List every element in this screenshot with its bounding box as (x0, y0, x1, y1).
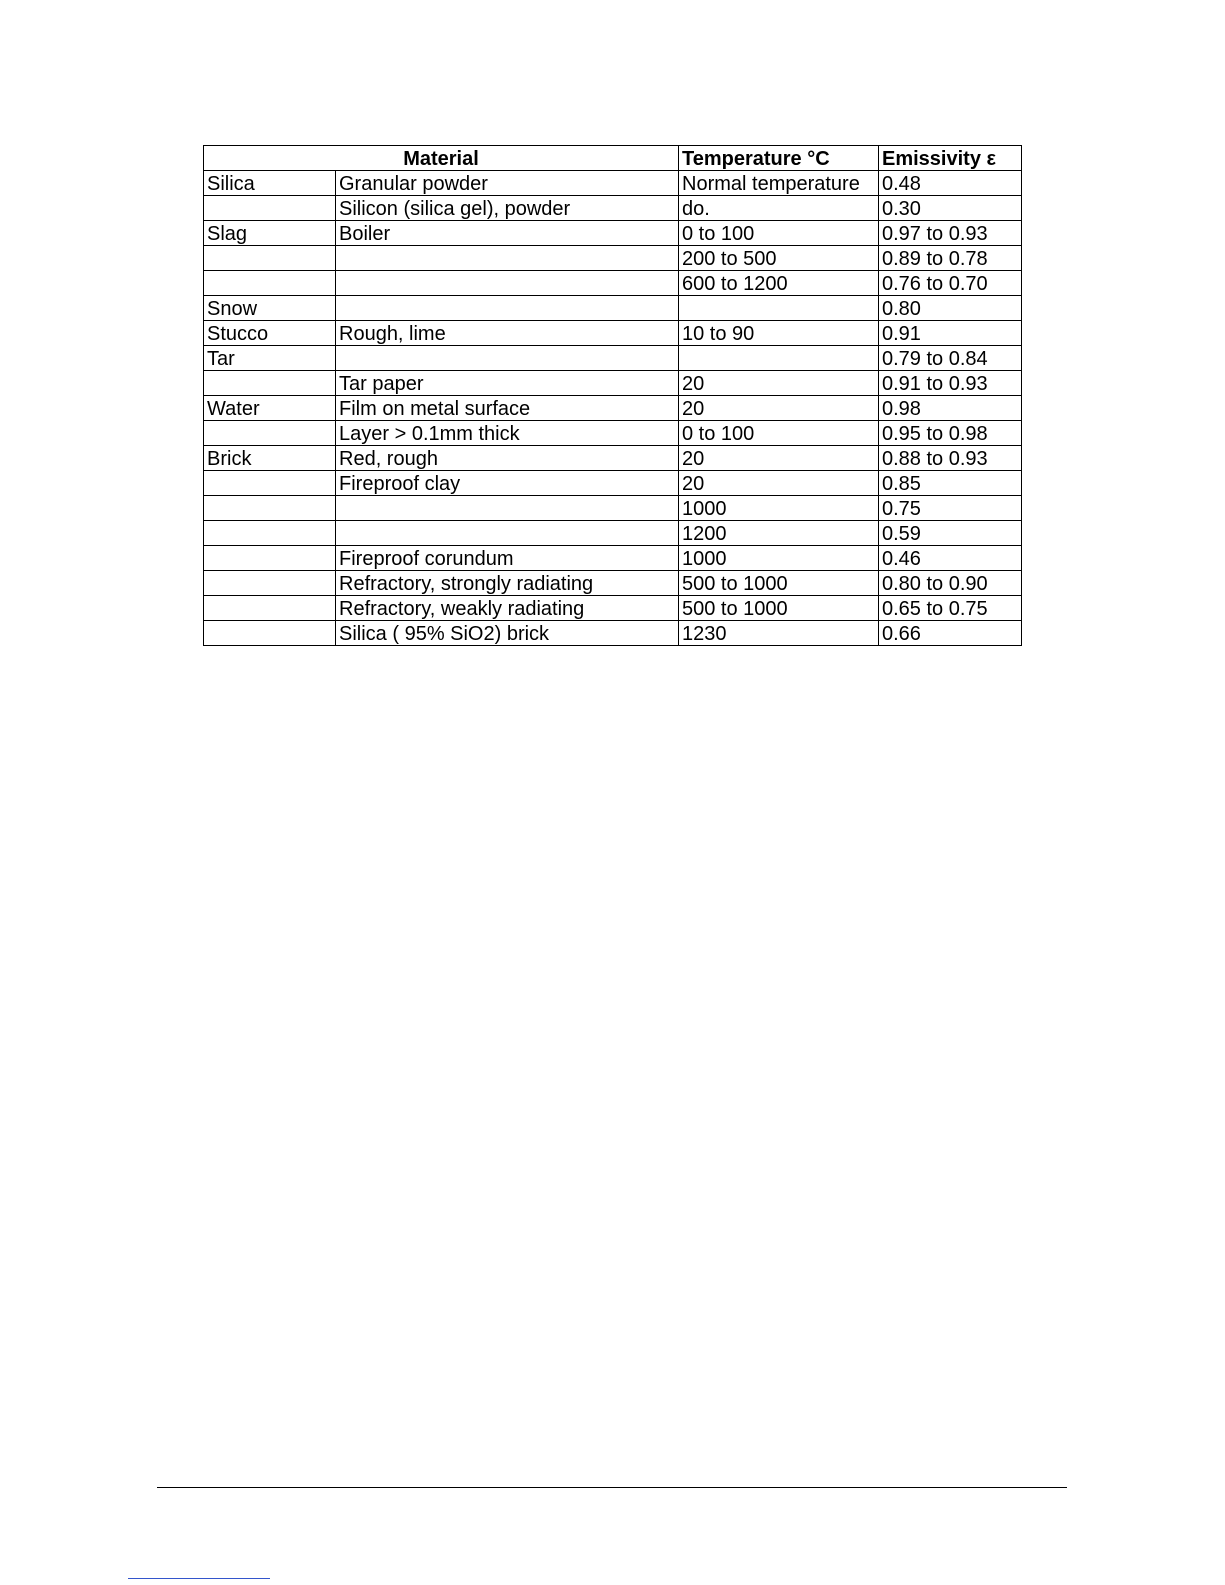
cell-emissivity: 0.66 (879, 621, 1022, 646)
footer-divider (157, 1487, 1067, 1488)
cell-material (204, 621, 336, 646)
table-row (204, 421, 1022, 446)
cell-emissivity: 0.88 to 0.93 (879, 446, 1022, 471)
cell-material (204, 246, 336, 271)
cell-description: Red, rough (336, 446, 679, 471)
table-body (204, 171, 1022, 646)
cell-description (336, 346, 679, 371)
cell-material: Tar (204, 346, 336, 371)
cell-material (204, 196, 336, 221)
cell-temperature: 20 (679, 446, 879, 471)
cell-temperature: 20 (679, 396, 879, 421)
cell-material: Slag (204, 221, 336, 246)
cell-temperature: 10 to 90 (679, 321, 879, 346)
cell-emissivity: 0.79 to 0.84 (879, 346, 1022, 371)
cell-material (204, 271, 336, 296)
cell-material (204, 496, 336, 521)
cell-temperature: 500 to 1000 (679, 571, 879, 596)
cell-temperature: 20 (679, 371, 879, 396)
header-temperature: Temperature °C (679, 146, 879, 171)
cell-description: Film on metal surface (336, 396, 679, 421)
cell-material (204, 571, 336, 596)
footnote-separator (128, 1578, 270, 1579)
cell-temperature: 1230 (679, 621, 879, 646)
table-row (204, 346, 1022, 371)
header-material: Material (204, 146, 679, 171)
cell-description: Layer > 0.1mm thick (336, 421, 679, 446)
cell-emissivity: 0.80 (879, 296, 1022, 321)
cell-description: Rough, lime (336, 321, 679, 346)
emissivity-table (203, 145, 1022, 646)
cell-description: Boiler (336, 221, 679, 246)
cell-material: Brick (204, 446, 336, 471)
cell-emissivity: 0.65 to 0.75 (879, 596, 1022, 621)
cell-material (204, 421, 336, 446)
table-row (204, 571, 1022, 596)
cell-emissivity: 0.95 to 0.98 (879, 421, 1022, 446)
cell-emissivity: 0.46 (879, 546, 1022, 571)
cell-emissivity: 0.75 (879, 496, 1022, 521)
cell-description (336, 271, 679, 296)
table-row (204, 446, 1022, 471)
table-row (204, 596, 1022, 621)
cell-emissivity: 0.30 (879, 196, 1022, 221)
cell-material (204, 471, 336, 496)
table-row (204, 221, 1022, 246)
cell-temperature: Normal temperature (679, 171, 879, 196)
cell-material: Snow (204, 296, 336, 321)
cell-description: Fireproof corundum (336, 546, 679, 571)
table-row (204, 496, 1022, 521)
cell-material: Stucco (204, 321, 336, 346)
cell-material: Water (204, 396, 336, 421)
table-row (204, 171, 1022, 196)
cell-description: Silica ( 95% SiO2) brick (336, 621, 679, 646)
cell-temperature: 500 to 1000 (679, 596, 879, 621)
cell-emissivity: 0.91 to 0.93 (879, 371, 1022, 396)
cell-temperature: 1000 (679, 546, 879, 571)
cell-temperature: 1200 (679, 521, 879, 546)
cell-emissivity: 0.98 (879, 396, 1022, 421)
table-row (204, 621, 1022, 646)
table-header-row (204, 146, 1022, 171)
cell-description: Refractory, strongly radiating (336, 571, 679, 596)
cell-description: Tar paper (336, 371, 679, 396)
header-emissivity: Emissivity ε (879, 146, 1022, 171)
cell-emissivity: 0.97 to 0.93 (879, 221, 1022, 246)
table-row (204, 271, 1022, 296)
table-row (204, 196, 1022, 221)
cell-description (336, 296, 679, 321)
table-row (204, 471, 1022, 496)
cell-temperature: do. (679, 196, 879, 221)
cell-emissivity: 0.85 (879, 471, 1022, 496)
cell-description: Refractory, weakly radiating (336, 596, 679, 621)
table-row (204, 246, 1022, 271)
table-row (204, 321, 1022, 346)
cell-description: Fireproof clay (336, 471, 679, 496)
cell-temperature: 1000 (679, 496, 879, 521)
cell-temperature: 20 (679, 471, 879, 496)
cell-temperature (679, 296, 879, 321)
cell-material (204, 546, 336, 571)
table-row (204, 546, 1022, 571)
cell-description (336, 521, 679, 546)
cell-temperature: 200 to 500 (679, 246, 879, 271)
cell-description: Granular powder (336, 171, 679, 196)
cell-emissivity: 0.89 to 0.78 (879, 246, 1022, 271)
cell-material (204, 596, 336, 621)
cell-description: Silicon (silica gel), powder (336, 196, 679, 221)
table-row (204, 371, 1022, 396)
cell-emissivity: 0.91 (879, 321, 1022, 346)
cell-material (204, 371, 336, 396)
cell-emissivity: 0.48 (879, 171, 1022, 196)
cell-description (336, 496, 679, 521)
table-row (204, 396, 1022, 421)
table-row (204, 296, 1022, 321)
cell-emissivity: 0.59 (879, 521, 1022, 546)
cell-temperature (679, 346, 879, 371)
cell-temperature: 0 to 100 (679, 221, 879, 246)
cell-material (204, 521, 336, 546)
cell-emissivity: 0.76 to 0.70 (879, 271, 1022, 296)
cell-emissivity: 0.80 to 0.90 (879, 571, 1022, 596)
table-row (204, 521, 1022, 546)
cell-temperature: 600 to 1200 (679, 271, 879, 296)
cell-temperature: 0 to 100 (679, 421, 879, 446)
cell-material: Silica (204, 171, 336, 196)
cell-description (336, 246, 679, 271)
